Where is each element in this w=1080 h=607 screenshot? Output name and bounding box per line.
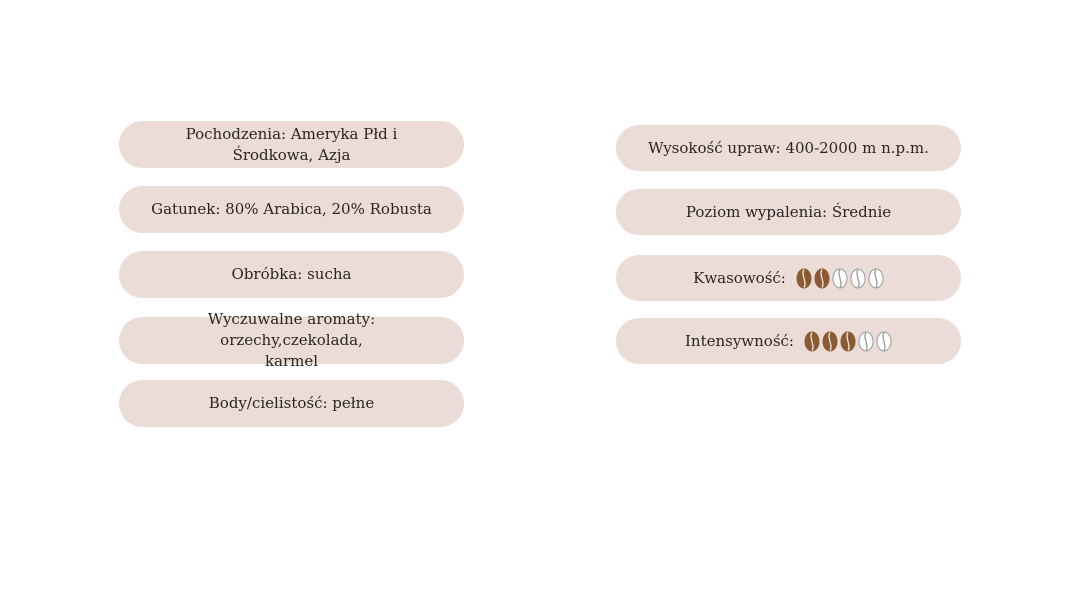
origin-pill xyxy=(119,121,464,168)
roast-pill xyxy=(616,189,961,235)
intensity-pill xyxy=(616,318,961,364)
body-text: Body/cielistość: pełne xyxy=(208,394,375,412)
coffee-bean-icon xyxy=(858,331,874,352)
origin-text-line2: Środkowa, Azja xyxy=(232,145,351,164)
coffee-bean-icon xyxy=(850,268,866,289)
coffee-bean-icon xyxy=(840,331,856,352)
processing-pill xyxy=(119,251,464,298)
altitude-text: Wysokość upraw: 400-2000 m n.p.m. xyxy=(648,138,929,157)
coffee-bean-icon xyxy=(822,331,838,352)
origin-text-line1: Pochodzenia: Ameryka Płd i xyxy=(185,124,398,143)
aroma-pill xyxy=(119,310,464,370)
intensity-rating xyxy=(804,331,892,352)
coffee-bean-icon xyxy=(832,268,848,289)
roast-text: Poziom wypalenia: Średnie xyxy=(685,202,892,221)
acidity-rating xyxy=(796,268,884,289)
aroma-text-line2: karmel xyxy=(264,352,319,370)
coffee-bean-icon xyxy=(814,268,830,289)
intensity-label: Intensywność: xyxy=(684,331,794,350)
acidity-pill xyxy=(616,255,961,301)
coffee-bean-icon xyxy=(876,331,892,352)
coffee-bean-icon xyxy=(868,268,884,289)
processing-text: Obróbka: sucha xyxy=(231,265,352,283)
species-pill xyxy=(119,186,464,233)
coffee-bean-icon xyxy=(796,268,812,289)
body-pill xyxy=(119,380,464,427)
aroma-text-line1: Wyczuwalne aromaty: orzechy,czekolada, xyxy=(207,310,376,349)
species-text: Gatunek: 80% Arabica, 20% Robusta xyxy=(151,200,432,218)
coffee-bean-icon xyxy=(804,331,820,352)
altitude-pill xyxy=(616,125,961,171)
acidity-label: Kwasowość: xyxy=(693,268,786,287)
